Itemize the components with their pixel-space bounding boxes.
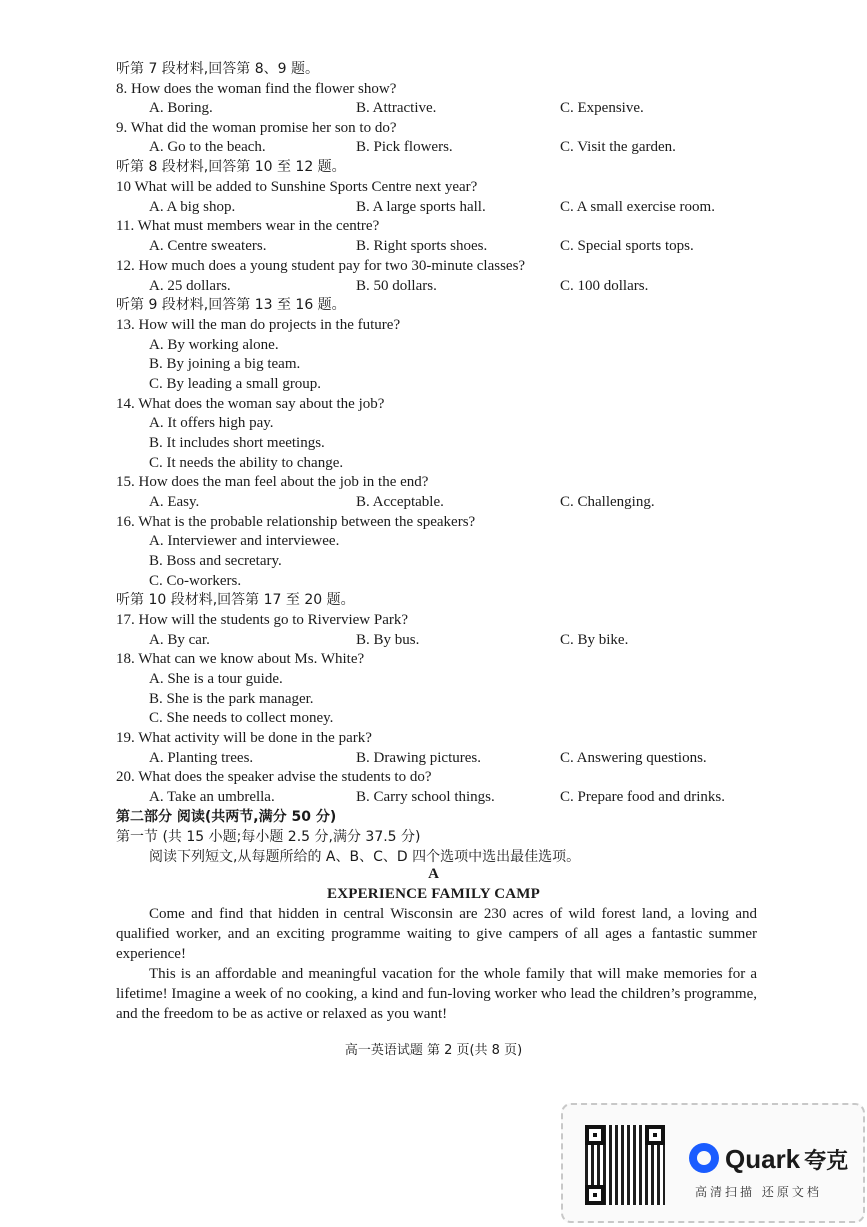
passage-title: EXPERIENCE FAMILY CAMP (326, 886, 541, 902)
option-text: A. Take an umbrella. (149, 789, 275, 805)
text-line (0, 59, 867, 79)
watermark-brand (725, 1143, 848, 1178)
option-text: B. It includes short meetings. (149, 435, 325, 451)
passage-paragraph-1: Come and find that hidden in central Wisconsin are 230 acres of wild forest land, a loving and qualified worker, and an exciting programme waiting to give campers of all ages a fantastic summer experience! (116, 906, 757, 962)
option-text: A. By working alone. (149, 337, 279, 353)
option-text: C. By leading a small group. (149, 376, 322, 392)
option-text: C. Co-workers. (149, 573, 242, 589)
option-text: A. A big shop. (149, 199, 236, 215)
option-text: C. 100 dollars. (560, 278, 649, 294)
text-line (0, 295, 867, 315)
question-text: 15. How does the man feel about the job in the end? (116, 474, 429, 490)
option-text: A. Easy. (149, 494, 200, 510)
options-row (0, 276, 867, 296)
options-row (0, 137, 867, 157)
option-text: B. Attractive. (356, 100, 437, 116)
text-line (0, 433, 867, 453)
text-line (0, 354, 867, 374)
question-text: 12. How much does a young student pay for two 30-minute classes? (116, 258, 526, 274)
section-heading: 听第 10 段材料,回答第 17 至 20 题。 (116, 592, 355, 608)
option-text: C. It needs the ability to change. (149, 455, 344, 471)
passage-label: A (428, 866, 439, 882)
text-line (0, 79, 867, 99)
section-heading: 听第 8 段材料,回答第 10 至 12 题。 (116, 159, 346, 175)
qr-code-icon (585, 1125, 665, 1205)
question-text: 20. What does the speaker advise the students to do? (116, 769, 432, 785)
text-line (0, 256, 867, 276)
text-line (0, 807, 867, 827)
text-line (0, 315, 867, 335)
option-text: C. Special sports tops. (560, 238, 694, 254)
text-line (0, 590, 867, 610)
section-heading: 第一节 (共 15 小题;每小题 2.5 分,满分 37.5 分) (116, 829, 421, 845)
text-line (0, 571, 867, 591)
question-text: 17. How will the students go to Riverview Park? (116, 612, 409, 628)
section-heading: 第二部分 阅读(共两节,满分 50 分) (116, 809, 337, 825)
options-row (0, 787, 867, 807)
text-line (0, 335, 867, 355)
watermark-brand-cn: 夸克 (804, 1149, 849, 1174)
page-footer: 高一英语试题 第 2 页(共 8 页) (344, 1043, 523, 1058)
option-text: B. Carry school things. (356, 789, 495, 805)
options-row (0, 98, 867, 118)
text-line (0, 177, 867, 197)
text-line (0, 669, 867, 689)
option-text: A. Planting trees. (149, 750, 254, 766)
watermark-subtitle: 高清扫描 还原文档 (695, 1185, 822, 1199)
watermark-brand-name: Quark (725, 1144, 801, 1174)
option-text: A. Go to the beach. (149, 139, 266, 155)
option-text: B. 50 dollars. (356, 278, 437, 294)
text-line (0, 827, 867, 847)
option-text: C. Challenging. (560, 494, 655, 510)
text-line (0, 531, 867, 551)
option-text: B. Drawing pictures. (356, 750, 481, 766)
option-text: C. A small exercise room. (560, 199, 715, 215)
option-text: B. Right sports shoes. (356, 238, 488, 254)
option-text: B. Acceptable. (356, 494, 444, 510)
options-row (0, 492, 867, 512)
text-line (0, 118, 867, 138)
question-text: 11. What must members wear in the centre? (116, 218, 380, 234)
question-text: 18. What can we know about Ms. White? (116, 651, 365, 667)
text-line (0, 728, 867, 748)
text-line (0, 413, 867, 433)
option-text: A. Centre sweaters. (149, 238, 267, 254)
text-line (0, 394, 867, 414)
option-text: B. Pick flowers. (356, 139, 453, 155)
option-text: C. Answering questions. (560, 750, 707, 766)
option-text: C. She needs to collect money. (149, 710, 334, 726)
quark-watermark (561, 1103, 865, 1223)
option-text: A. It offers high pay. (149, 415, 274, 431)
section-heading: 听第 9 段材料,回答第 13 至 16 题。 (116, 297, 346, 313)
option-text: A. By car. (149, 632, 210, 648)
text-line (0, 157, 867, 177)
option-text: C. Visit the garden. (560, 139, 676, 155)
text-line (0, 453, 867, 473)
passage-paragraph-2: This is an affordable and meaningful vacation for the whole family that will make memories for a lifetime! Imagine a week of no cooking, a kind and fun-loving worker who lead the children’s programme, and the freedom to be as active or relaxed as you want! (116, 966, 757, 1022)
quark-logo-icon (689, 1143, 719, 1173)
text-line (0, 472, 867, 492)
options-row (0, 236, 867, 256)
question-text: 9. What did the woman promise her son to do? (116, 120, 397, 136)
options-row (0, 748, 867, 768)
text-line (0, 649, 867, 669)
text-line (0, 216, 867, 236)
option-text: A. Boring. (149, 100, 213, 116)
question-text: 19. What activity will be done in the park? (116, 730, 372, 746)
option-text: C. Expensive. (560, 100, 644, 116)
option-text: B. By bus. (356, 632, 420, 648)
question-text: 13. How will the man do projects in the future? (116, 317, 401, 333)
text-line (0, 512, 867, 532)
option-text: B. She is the park manager. (149, 691, 314, 707)
text-line (0, 551, 867, 571)
option-text: A. 25 dollars. (149, 278, 231, 294)
option-text: A. Interviewer and interviewee. (149, 533, 340, 549)
text-line (0, 708, 867, 728)
option-text: C. By bike. (560, 632, 629, 648)
option-text: B. By joining a big team. (149, 356, 301, 372)
text-line (0, 610, 867, 630)
question-text: 10 What will be added to Sunshine Sports Centre next year? (116, 179, 478, 195)
question-text: 16. What is the probable relationship between the speakers? (116, 514, 476, 530)
option-text: A. She is a tour guide. (149, 671, 283, 687)
text-line (0, 374, 867, 394)
question-text: 14. What does the woman say about the job? (116, 396, 385, 412)
text-line (0, 689, 867, 709)
option-text: B. Boss and secretary. (149, 553, 282, 569)
option-text: B. A large sports hall. (356, 199, 486, 215)
text-line (0, 767, 867, 787)
options-row (0, 197, 867, 217)
section-heading: 听第 7 段材料,回答第 8、9 题。 (116, 61, 319, 77)
question-text: 8. How does the woman find the flower show? (116, 81, 397, 97)
option-text: C. Prepare food and drinks. (560, 789, 725, 805)
options-row (0, 630, 867, 650)
section-heading: 阅读下列短文,从每题所给的 A、B、C、D 四个选项中选出最佳选项。 (149, 849, 581, 865)
